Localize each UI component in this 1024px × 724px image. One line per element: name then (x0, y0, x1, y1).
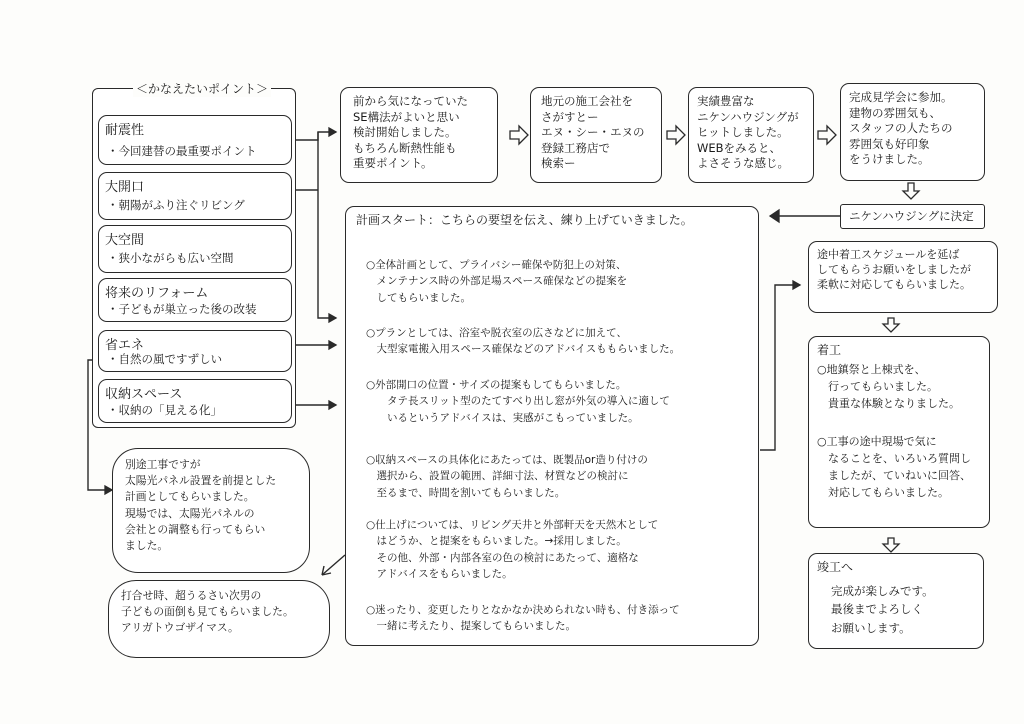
point-note: ・自然の風ですずしい (107, 352, 223, 366)
flow-step-text: 前から気になっていた SE構法がよいと思い 検討開始しました。 もちろん断熱性能も 重要ポイント。 (353, 94, 468, 171)
arrow-right-1 (510, 126, 528, 144)
plan-item: ○仕上げについては、リビング天井と外部軒天を天然木として はどうか、と提案をもらいました。→採用しました。 その他、外部・内部各室の色の検討にあたって、適格な アドバイスをもらいました。 (366, 519, 659, 580)
arrow-right-3 (818, 126, 836, 144)
arrow-down-decision (903, 183, 919, 199)
point-card-reform (98, 278, 292, 322)
point-title: 将来のリフォーム (105, 286, 209, 301)
point-title: 収納スペース (105, 387, 183, 402)
point-title: 省エネ (105, 338, 145, 353)
plan-item: ○迷ったり、変更したりとなかなか決められない時も、付き添って 一緒に考えたり、提案してもらいました。 (366, 604, 680, 633)
plan-item: ○外部開口の位置・サイズの提案もしてもらいました。 タテ長スリット型のたてすべり出し窓が外気の導入に適して いるというアドバイスは、実感がこもっていました。 (366, 379, 670, 424)
arrow-right-2 (667, 126, 685, 144)
point-card-energy (98, 330, 292, 372)
meeting-text: 打合せ時、超うるさい次男の 子どもの面倒も見てもらいました。 アリガトウゴザイマス。 (121, 589, 294, 635)
construction-title: 着工 (817, 343, 842, 357)
completion-panel (808, 553, 984, 649)
flow-decision-text: ニケンハウジングに決定 (849, 209, 974, 223)
point-note: ・狭小ながらも広い空間 (107, 251, 234, 265)
point-card-opening (98, 172, 292, 220)
flow-step-search-builder (530, 87, 662, 183)
points-header: ＜かなえたいポイント＞ (133, 80, 271, 97)
construction-item: ○工事の途中現場で気に なることを、いろいろ質問し ましたが、ていねいに回答、 対応してもらいました。 (817, 435, 971, 500)
solar-note (112, 448, 310, 573)
point-title: 耐震性 (105, 123, 145, 138)
plan-header: 計画スタート：こちらの要望を伝え、練り上げていきました。 (356, 213, 693, 227)
plan-panel (345, 206, 759, 646)
solar-text: 別途工事ですが 太陽光パネル設置を前提とした 計画としてもらいました。 現場では、太陽光パネルの 会社との調整も行ってもらい ました。 (125, 458, 277, 552)
schedule-text: 途中着工スケジュールを延ば してもらうお願いをしましたが 柔軟に対応してもらいました。 (817, 248, 971, 291)
schedule-note (808, 241, 998, 313)
point-card-space (98, 225, 292, 273)
point-card-storage (98, 379, 292, 423)
point-note: ・収納の「見える化」 (107, 403, 222, 417)
arrow-down-completion (883, 538, 899, 552)
arrow-down-construction (883, 318, 899, 332)
point-note: ・今回建替の最重要ポイント (107, 144, 257, 158)
flow-step-text: 実績豊富な ニケンハウジングが ヒットしました。 WEBをみると、 よさそうな感じ。 (697, 94, 799, 171)
point-note: ・朝陽がふり注ぐリビング (107, 198, 245, 212)
flow-step-se-construction (340, 87, 498, 183)
flow-step-open-house (840, 83, 985, 181)
completion-text: 完成が楽しみです。 最後までよろしく お願いします。 (831, 584, 934, 635)
plan-item: ○収納スペースの具体化にあたっては、既製品or造り付けの 選択から、設置の範囲、詳細寸法、材質などの検討に 至るまで、時間を割いてもらいました。 (366, 454, 648, 499)
plan-item: ○全体計画として、プライバシー確保や防犯上の対策、 メンテナンス時の外部足場スペース確保などの提案を してもらいました。 (366, 259, 628, 304)
flow-step-text: 完成見学会に参加。 建物の雰囲気も、 スタッフの人たちの 雰囲気も好印象 をうけました。 (849, 90, 953, 167)
flow-step-text: 地元の施工会社を さがすとー エヌ・シー・エヌの 登録工務店で 検索ー (541, 94, 645, 171)
plan-item: ○プランとしては、浴室や脱衣室の広さなどに加えて、 大型家電搬入用スペース確保などのアドバイスももらいました。 (366, 327, 681, 356)
point-note: ・子どもが巣立った後の改装 (107, 302, 257, 316)
connector-plan-to-meeting (322, 555, 345, 575)
connector-plan-to-schedule (760, 285, 800, 450)
flow-step-found-builder (688, 87, 814, 183)
construction-panel (808, 336, 990, 528)
point-title: 大開口 (105, 180, 145, 195)
completion-title: 竣工へ (817, 560, 854, 574)
point-card-seismic (98, 115, 292, 165)
point-title: 大空間 (105, 233, 145, 248)
flow-decision (840, 204, 985, 229)
construction-item: ○地鎮祭と上棟式を、 行ってもらいました。 貴重な体験となりました。 (817, 363, 960, 411)
meeting-note (108, 580, 330, 658)
